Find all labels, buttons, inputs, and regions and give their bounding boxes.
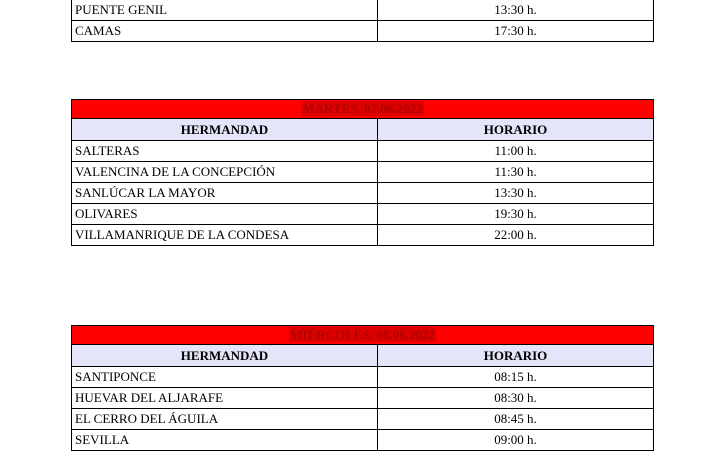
column-header-hermandad: HERMANDAD [72,345,378,367]
table-header-row [72,345,654,367]
day-banner-text: MIÉRCOLES, 08.06.2022 [290,327,435,342]
horario-cell: 09:00 h. [378,430,654,451]
day-banner-cell [72,100,654,119]
table-header-row [72,119,654,141]
horario-cell: 08:45 h. [378,409,654,430]
column-header-horario: HORARIO [378,119,654,141]
day-banner [72,100,654,119]
day-banner-text: MARTES, 07.06.2022 [302,101,423,116]
hermandad-cell: HUEVAR DEL ALJARAFE [72,388,378,409]
table-row [72,141,654,162]
hermandad-cell: VILLAMANRIQUE DE LA CONDESA [72,225,378,246]
hermandad-cell: SEVILLA [72,430,378,451]
horario-cell: 11:00 h. [378,141,654,162]
hermandad-cell: CAMAS [72,21,378,42]
horario-cell: 13:30 h. [378,183,654,204]
hermandad-cell: EL CERRO DEL ÁGUILA [72,409,378,430]
hermandad-cell: VALENCINA DE LA CONCEPCIÓN [72,162,378,183]
horario-cell: 08:30 h. [378,388,654,409]
schedule-table-miercoles [71,325,654,451]
hermandad-cell: SANLÚCAR LA MAYOR [72,183,378,204]
horario-cell: 22:00 h. [378,225,654,246]
table-row [72,430,654,451]
table-row [72,204,654,225]
column-header-horario: HORARIO [378,345,654,367]
table-row [72,409,654,430]
hermandad-cell: OLIVARES [72,204,378,225]
horario-cell: 19:30 h. [378,204,654,225]
table-row [72,162,654,183]
table-row [72,0,654,21]
schedule-table-martes [71,99,654,246]
column-header-hermandad: HERMANDAD [72,119,378,141]
schedule-table-previous-day [71,0,654,42]
table-row [72,225,654,246]
table-row [72,367,654,388]
horario-cell: 17:30 h. [378,21,654,42]
day-banner-cell [72,326,654,345]
horario-cell: 13:30 h. [378,0,654,21]
horario-cell: 11:30 h. [378,162,654,183]
hermandad-cell: SANTIPONCE [72,367,378,388]
day-banner [72,326,654,345]
table-row [72,183,654,204]
hermandad-cell: PUENTE GENIL [72,0,378,21]
hermandad-cell: SALTERAS [72,141,378,162]
table-row [72,388,654,409]
horario-cell: 08:15 h. [378,367,654,388]
table-row [72,21,654,42]
